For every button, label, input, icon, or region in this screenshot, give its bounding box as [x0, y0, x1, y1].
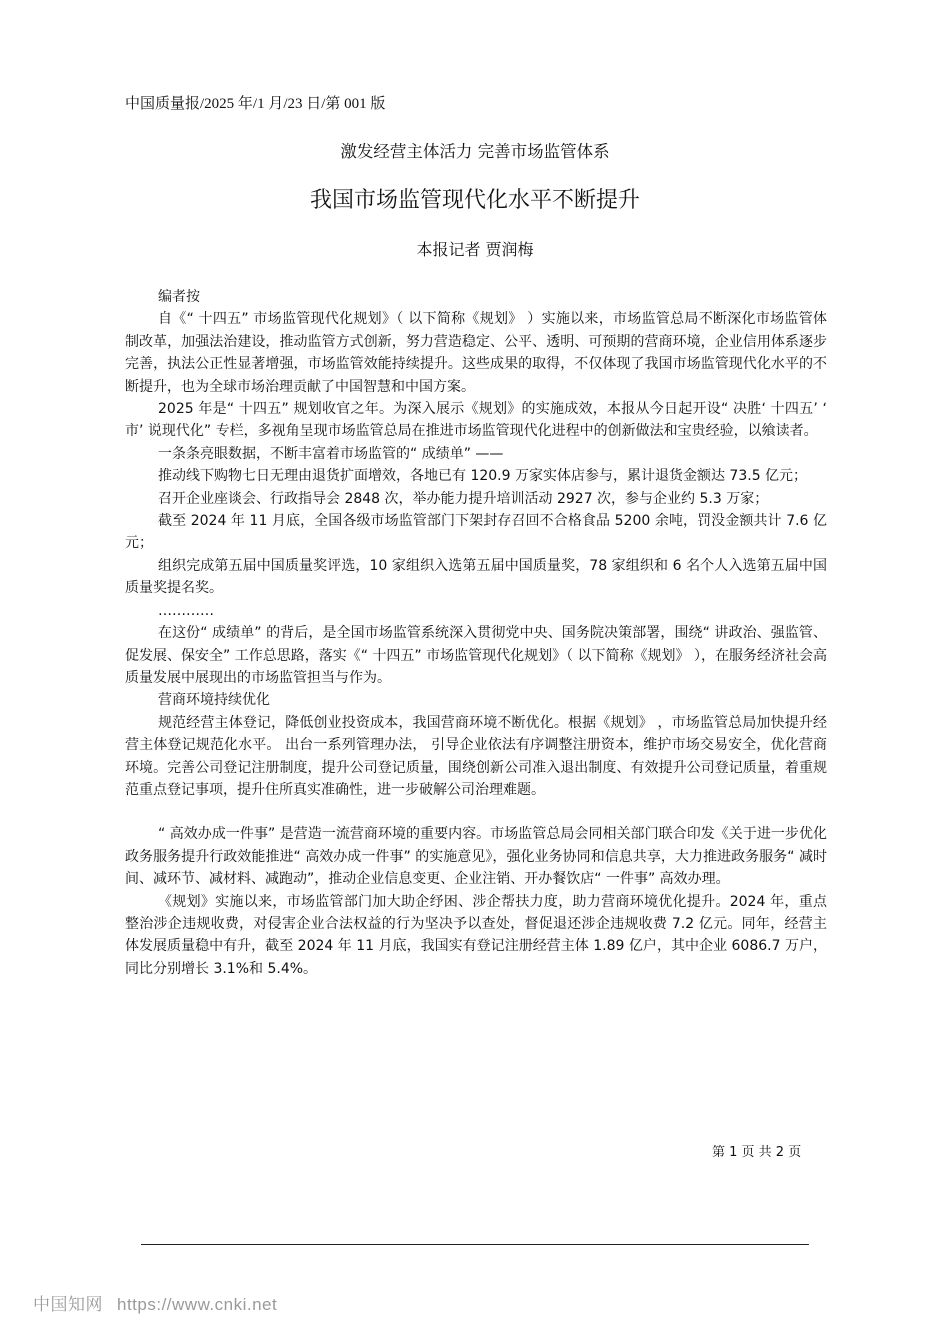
article-title: 我国市场监管现代化水平不断提升 — [309, 188, 640, 213]
paragraph: 组织完成第五届中国质量奖评选，10 家组织入选第五届中国质量奖，78 家组织和 6 名个人入选第五届中国质量奖提名奖。 — [125, 557, 827, 597]
paragraph: 截至 2024 年 11 月底，全国各级市场监管部门下架封存召回不合格食品 5200 余吨，罚没金额共计 7.6 亿元； — [125, 513, 827, 552]
paragraph: 《规划》实施以来，市场监管部门加大助企纾困、涉企帮扶力度，助力营商环境优化提升。2024 年，重点整治涉企违规收费，对侵害企业合法权益的行为坚决予以查处，督促退还涉企违规收费 7.2 亿元。同年，经营主体发展质量稳中有升，截至 2024 年 11 月底，我国实有登记注册经营主体 1.89 亿户，其中企业 6086.7 万户，同比分别增长 3.1%和 5.4%。 — [125, 893, 827, 977]
ellipsis-line: ………… — [158, 602, 214, 619]
article-subtitle: 激发经营主体活力 完善市场监管体系 — [340, 142, 610, 161]
paragraph: 召开企业座谈会、行政指导会 2848 次，举办能力提升培训活动 2927 次，参与企业约 5.3 万家； — [158, 490, 769, 507]
page-number: 第 1 页 共 2 页 — [712, 1145, 802, 1160]
paragraph: 自《“ 十四五” 市场监管现代化规划》（ 以下简称《规划》 ）实施以来，市场监管总局不断深化市场监管体制改革，加强法治建设，推动监管方式创新，努力营造稳定、公平、透明、可预期的营商环境，企业信用体系逐步完善，执法公正性显著增强，市场监管效能持续提升。这些成果的取得，不仅体现了我国市场监管现代化水平的不断提升，也为全球市场治理贡献了中国智慧和中国方案。 — [125, 311, 827, 395]
watermark — [33, 1293, 277, 1317]
paragraph: 在这份“ 成绩单” 的背后，是全国市场监管系统深入贯彻党中央、国务院决策部署，围绕“ 讲政治、强监管、促发展、保安全” 工作总思路，落实《“ 十四五” 市场监管现代化规划》（ 以下简称《规划》 ），在服务经济社会高质量发展中展现出的市场监管担当与作为。 — [125, 625, 828, 686]
section-heading: 营商环境持续优化 — [158, 692, 270, 709]
footer-rule — [141, 1244, 809, 1245]
article-byline: 本报记者 贾润梅 — [416, 240, 534, 259]
watermark-brand: 中国知网 — [33, 1295, 103, 1315]
editor-note-heading: 编者按 — [158, 289, 200, 305]
paragraph: 推动线下购物七日无理由退货扩面增效，各地已有 120.9 万家实体店参与，累计退货金额达 73.5 亿元； — [158, 468, 808, 485]
watermark-url: https://www.cnki.net — [117, 1295, 278, 1314]
paragraph: 2025 年是“ 十四五” 规划收官之年。为深入展示《规划》的实施成效，本报从今日起开设“ 决胜‘ 十四五’ ‘ 市’ 说现代化” 专栏，多视角呈现市场监管总局在推进市场监管现代化进程中的创新做法和宝贵经验，以飨读者。 — [125, 401, 827, 440]
paragraph: “ 高效办成一件事” 是营造一流营商环境的重要内容。市场监管总局会同相关部门联合印发《关于进一步优化政务服务提升行政效能推进“ 高效办成一件事” 的实施意见》，强化业务协同和信息共享，大力推进政务服务“ 减时间、减环节、减材料、减跑动”，推动企业信息变更、企业注销、开办餐饮店“ 一件事” 高效办理。 — [125, 826, 827, 888]
paragraph: 规范经营主体登记，降低创业投资成本，我国营商环境不断优化。根据《规划》 ，市场监管总局加快提升经营主体登记规范化水平。 出台一系列管理办法， 引导企业依法有序调整注册资本，维护市场交易安全，优化营商环境。完善公司登记注册制度，提升公司登记质量，围绕创新公司准入退出制度、有效提升公司登记质量，着重规范重点登记事项，提升住所真实准确性，进一步破解公司治理难题。 — [125, 714, 827, 798]
source-line: 中国质量报/2025 年/1 月/23 日/第 001 版 — [125, 96, 386, 112]
article-body — [125, 286, 827, 980]
paragraph: 一条条亮眼数据，不断丰富着市场监管的“ 成绩单” —— — [158, 445, 504, 462]
